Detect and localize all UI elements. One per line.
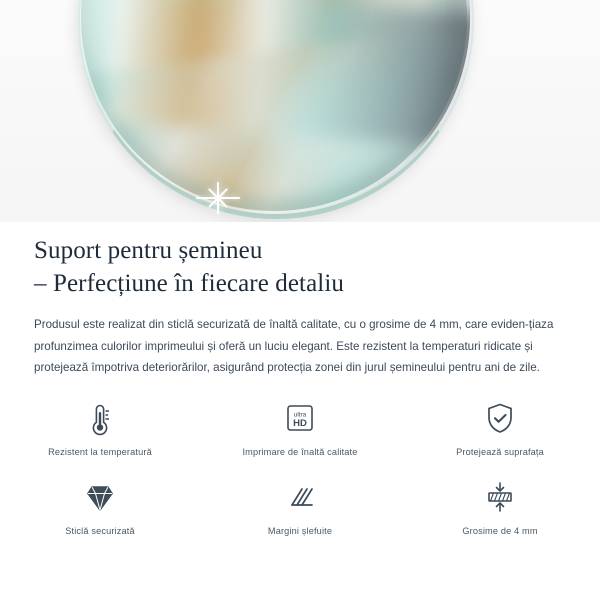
feature-item (200, 398, 400, 457)
content-block (0, 222, 600, 379)
feature-item (400, 477, 600, 536)
page-title (0, 222, 600, 300)
feature-label: Grosime de 4 mm (462, 526, 538, 536)
feature-label: Margini șlefuite (267, 526, 333, 536)
feature-grid (0, 398, 600, 536)
feature-label: Protejează suprafața (456, 447, 544, 457)
headline-line-2: – Perfecțiune în fiecare detaliu (34, 270, 344, 297)
feature-label: Imprimare de înaltă calitate (242, 447, 358, 457)
ultra-hd-icon (280, 398, 320, 440)
thermometer-icon (83, 398, 117, 440)
polished-edges-icon (280, 477, 320, 519)
feature-item (200, 477, 400, 536)
feature-item (400, 398, 600, 457)
svg-text:HD: HD (293, 418, 307, 429)
feature-label: Rezistent la temperatură (48, 447, 152, 457)
body-paragraph: Produsul este realizat din sticlă securizată de înaltă calitate, cu o grosime de 4 mm, care eviden-țiaza profunzimea culorilor imprimeului și oferă un luciu elegant. Este rezistent la temperaturi ridicate și protejează împotriva deteriorărilor, asigurând protecția zonei din jurul șemineului pentru ani de zile. (34, 318, 554, 374)
feature-label: Sticlă securizată (65, 526, 135, 536)
svg-text:ultra: ultra (293, 411, 307, 419)
feature-item (0, 477, 200, 536)
shield-check-icon (482, 398, 518, 440)
feature-item (0, 398, 200, 457)
thickness-4mm-icon (480, 477, 520, 519)
headline-line-1: Suport pentru șemineu (34, 237, 263, 264)
hero-image (0, 0, 600, 222)
diamond-icon (80, 477, 120, 519)
